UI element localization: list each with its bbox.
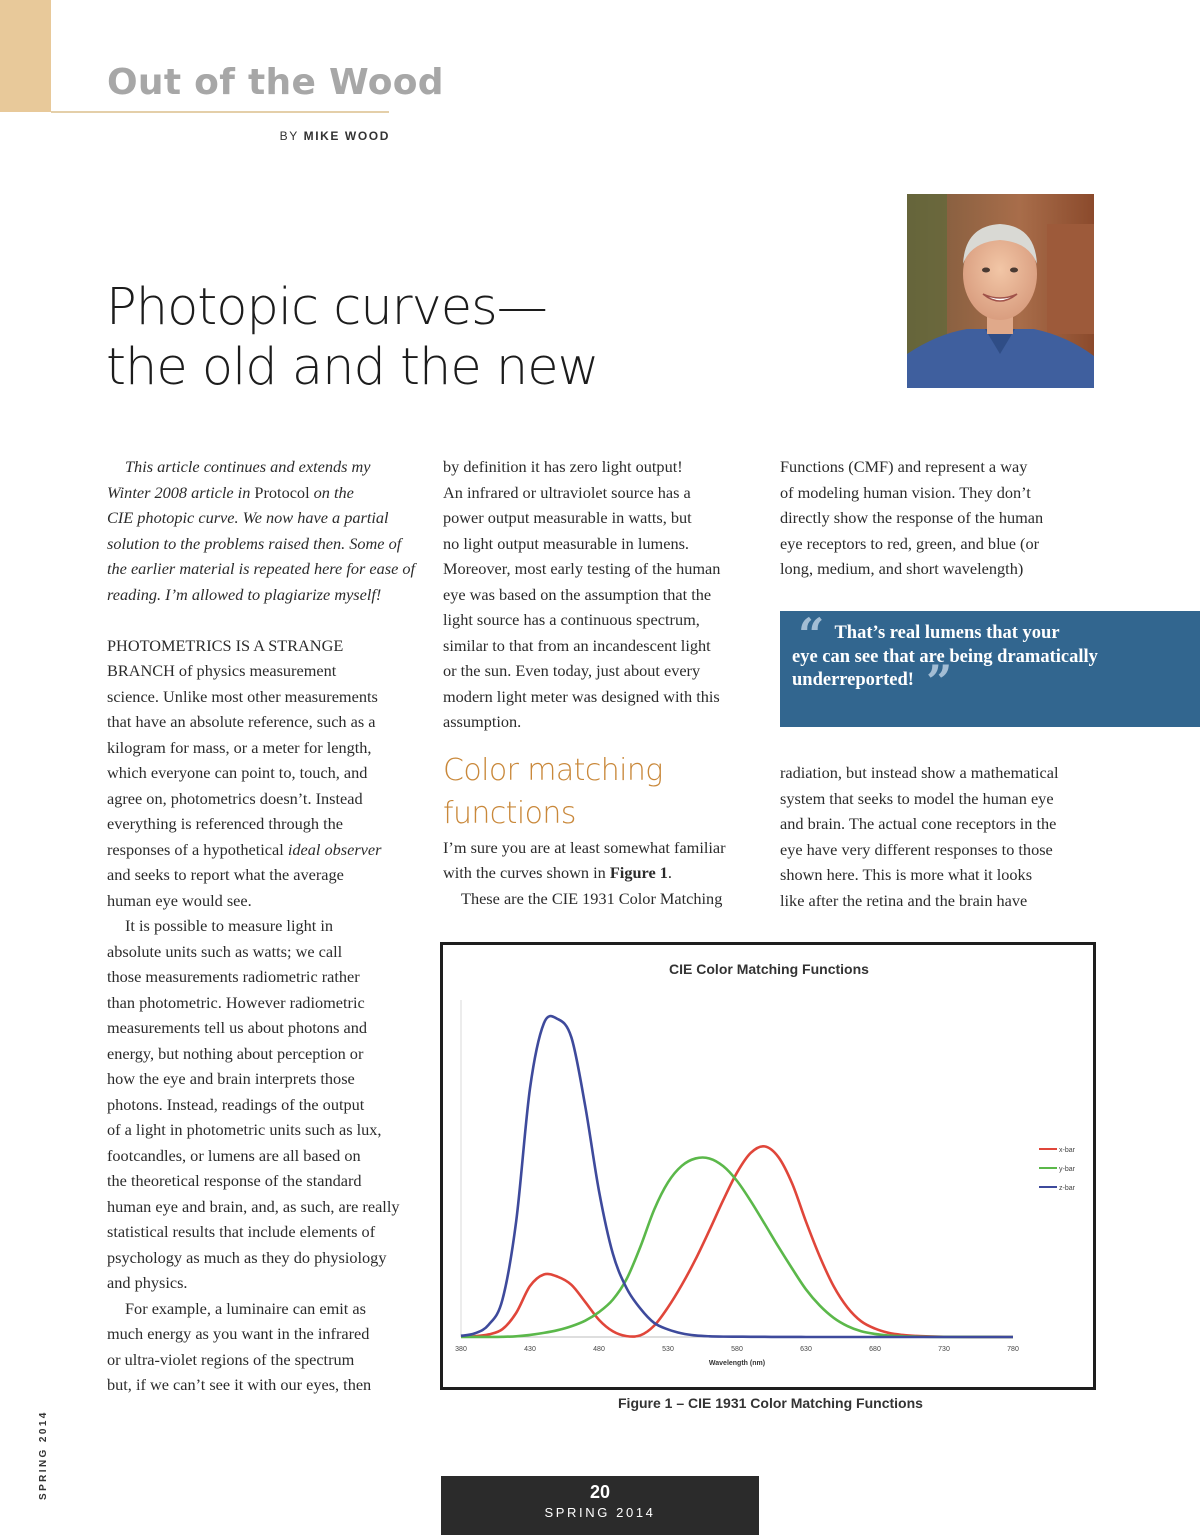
- body-line: BRANCH of physics measurement: [107, 661, 337, 680]
- byline-author: MIKE WOOD: [303, 129, 390, 143]
- figure-caption: [440, 1395, 1200, 1411]
- x-tick-label: 380: [455, 1346, 467, 1353]
- body-line: energy, but nothing about perception or: [107, 1043, 364, 1063]
- body-line: eye was based on the assumption that the: [443, 584, 712, 604]
- body-line: I’m sure you are at least somewhat familiar: [443, 837, 726, 857]
- side-season-label: SPRING 2014: [38, 1410, 49, 1500]
- body-line: agree on, photometrics doesn’t. Instead: [107, 788, 363, 808]
- figure-1-frame: [440, 942, 1096, 1390]
- body-line: or ultra-violet regions of the spectrum: [107, 1349, 355, 1369]
- cmf-chart: [443, 945, 1093, 1387]
- x-tick-label: 780: [1007, 1346, 1019, 1353]
- body-line: An infrared or ultraviolet source has a: [443, 482, 691, 502]
- figure-reference: Figure 1: [609, 863, 668, 882]
- body-line: .: [667, 863, 672, 882]
- x-tick-labels: [455, 1346, 1019, 1353]
- body-line: PHOTOMETRICS IS A STRANGE: [107, 635, 344, 655]
- body-line: human eye and brain, and, as such, are really: [107, 1196, 400, 1216]
- footer-season: SPRING 2014: [544, 1505, 656, 1520]
- body-line: footcandles, or lumens are all based on: [107, 1145, 361, 1165]
- subhead-line-1: Color matching: [443, 752, 663, 788]
- pull-quote: [780, 608, 1200, 727]
- legend-label: z-bar: [1059, 1185, 1075, 1192]
- intro-line: This article continues and extends my: [125, 457, 371, 476]
- series-y-bar: [461, 1157, 1013, 1337]
- body-line: For example, a luminaire can emit as: [125, 1298, 366, 1318]
- body-line: and brain. The actual cone receptors in the: [780, 814, 1057, 833]
- open-quote-mark: “: [798, 608, 825, 662]
- body-line: and physics.: [107, 1273, 188, 1292]
- intro-line: on the: [309, 482, 354, 502]
- legend-label: y-bar: [1059, 1166, 1075, 1173]
- article-column-1: [107, 454, 425, 1398]
- body-line: and seeks to report what the average: [107, 865, 344, 884]
- body-line: light source has a continuous spectrum,: [443, 610, 700, 629]
- body-line: Functions (CMF) and represent a way: [780, 457, 1028, 476]
- body-line: human eye would see.: [107, 890, 252, 910]
- body-line: directly show the response of the human: [780, 508, 1044, 527]
- byline-prefix: BY: [279, 129, 299, 143]
- body-line: which everyone can point to, touch, and: [107, 763, 368, 782]
- body-line: everything is referenced through the: [107, 814, 343, 833]
- body-line: statistical results that include elements of: [107, 1222, 376, 1241]
- body-line: eye have very different responses to those: [780, 839, 1053, 859]
- body-line: radiation, but instead show a mathematical: [780, 763, 1059, 782]
- body-line: no light output measurable in lumens.: [443, 533, 689, 553]
- body-line: psychology as much as they do physiology: [107, 1247, 387, 1267]
- x-tick-label: 530: [662, 1346, 674, 1353]
- body-line: system that seeks to model the human eye: [780, 788, 1054, 808]
- body-line: measurements tell us about photons and: [107, 1018, 367, 1037]
- headline-line-1: Photopic curves—: [106, 278, 547, 337]
- article-headline: [106, 278, 598, 398]
- body-line: how the eye and brain interprets those: [107, 1069, 355, 1088]
- pull-quote-line: underreported!: [792, 670, 914, 690]
- series-lines: [461, 1016, 1013, 1337]
- body-line: shown here. This is more what it looks: [780, 865, 1033, 884]
- header-rule: [51, 111, 389, 113]
- figure-caption-text: Figure 1 – CIE 1931 Color Matching Functions: [618, 1395, 923, 1411]
- headline-line-2: the old and the new: [106, 338, 599, 397]
- x-tick-label: 730: [938, 1346, 950, 1353]
- chart-title: CIE Color Matching Functions: [669, 961, 869, 977]
- emphasis-term: ideal observer: [287, 839, 382, 859]
- intro-line: reading. I’m allowed to plagiarize myself!: [107, 584, 382, 604]
- subhead-line-2: functions: [443, 795, 576, 831]
- byline: [280, 129, 390, 143]
- body-line: than photometric. However radiometric: [107, 992, 365, 1012]
- x-tick-label: 580: [731, 1346, 743, 1353]
- body-line: science. Unlike most other measurements: [107, 686, 378, 706]
- article-column-3-bottom: [780, 760, 1092, 913]
- author-photo: [907, 194, 1094, 388]
- x-tick-label: 680: [869, 1346, 881, 1353]
- section-color-tab: [0, 0, 51, 112]
- body-line: photons. Instead, readings of the output: [107, 1094, 365, 1114]
- body-line: with the curves shown in: [443, 863, 610, 882]
- body-line: absolute units such as watts; we call: [107, 941, 343, 961]
- body-line: like after the retina and the brain have: [780, 890, 1028, 910]
- intro-line: Winter 2008 article in: [107, 482, 255, 502]
- column-title: Out of the Wood: [107, 62, 444, 103]
- chart-legend: [1039, 1147, 1076, 1192]
- article-column-3-top: [780, 454, 1092, 582]
- page-number: 20: [589, 1482, 611, 1502]
- section-subhead: [443, 749, 753, 835]
- x-tick-label: 430: [524, 1346, 536, 1353]
- body-line: These are the CIE 1931 Color Matching: [461, 888, 723, 908]
- intro-line: the earlier material is repeated here for ease of: [107, 559, 416, 578]
- body-line: power output measurable in watts, but: [443, 508, 692, 527]
- body-line: similar to that from an incandescent light: [443, 635, 711, 655]
- body-line: much energy as you want in the infrared: [107, 1324, 370, 1343]
- body-line: that have an absolute reference, such as a: [107, 712, 376, 731]
- x-axis-label: Wavelength (nm): [708, 1360, 766, 1367]
- body-paragraphs: [107, 633, 425, 1398]
- body-line: assumption.: [443, 712, 522, 731]
- body-line: or the sun. Even today, just about every: [443, 661, 701, 680]
- series-z-bar: [461, 1016, 1013, 1337]
- pull-quote-line: eye can see that are being dramatically: [792, 646, 1098, 667]
- intro-paragraph: [107, 454, 425, 607]
- legend-label: x-bar: [1059, 1147, 1075, 1154]
- x-tick-label: 480: [593, 1346, 605, 1353]
- body-line: those measurements radiometric rather: [107, 967, 360, 986]
- intro-line: CIE photopic curve. We now have a partial: [107, 508, 389, 527]
- pull-quote-line: That’s real lumens that your: [834, 623, 1060, 643]
- x-tick-label: 630: [800, 1346, 812, 1353]
- publication-name: Protocol: [254, 482, 310, 502]
- intro-line: solution to the problems raised then. Some of: [107, 533, 402, 553]
- body-line: of modeling human vision. They don’t: [780, 482, 1031, 502]
- body-line: the theoretical response of the standard: [107, 1171, 362, 1190]
- body-line: modern light meter was designed with this: [443, 686, 720, 706]
- body-line: eye receptors to red, green, and blue (or: [780, 533, 1040, 553]
- body-line: by definition it has zero light output!: [443, 457, 683, 476]
- body-line: long, medium, and short wavelength): [780, 559, 1024, 578]
- body-line: kilogram for mass, or a meter for length,: [107, 737, 372, 757]
- body-line: It is possible to measure light in: [125, 916, 334, 935]
- body-line: responses of a hypothetical: [107, 839, 288, 859]
- body-line: of a light in photometric units such as lux,: [107, 1120, 382, 1139]
- series-x-bar: [461, 1146, 1013, 1337]
- close-quote-mark: ”: [925, 655, 953, 709]
- page-footer: [441, 1476, 759, 1535]
- article-column-2: [443, 454, 753, 911]
- body-line: Moreover, most early testing of the human: [443, 559, 721, 578]
- body-line: but, if we can’t see it with our eyes, then: [107, 1375, 372, 1394]
